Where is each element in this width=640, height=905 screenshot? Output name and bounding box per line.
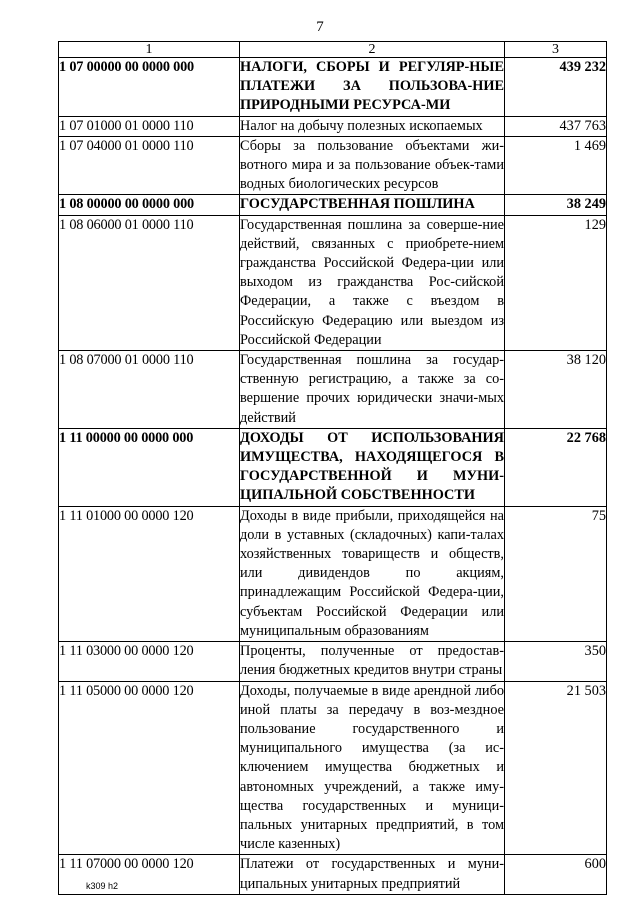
amount-cell: 439 232 — [505, 58, 607, 117]
table-row — [59, 506, 607, 641]
revenue-code-cell: 1 11 01000 00 0000 120 — [59, 506, 240, 641]
amount-cell: 1 469 — [505, 136, 607, 195]
amount-cell: 22 768 — [505, 428, 607, 506]
page-number: 7 — [316, 19, 324, 35]
revenue-name-cell: Налог на добычу полезных ископаемых — [240, 116, 505, 136]
revenue-name-cell: Доходы в виде прибыли, приходящейся на доли в уставных (складочных) капи-талах хозяйственных товариществ и обществ, или дивидендов по акциям, принадлежащим Российской Федера-ции, субъектам Российской Федерации или муниципальным образованиям — [240, 506, 505, 641]
amount-cell: 350 — [505, 642, 607, 681]
revenue-code-cell: 1 11 07000 00 0000 120 — [59, 855, 240, 894]
table-row — [59, 116, 607, 136]
amount-cell: 129 — [505, 215, 607, 350]
table-section-row — [59, 195, 607, 215]
column-header-amount: 3 — [505, 42, 607, 58]
revenue-code-cell: 1 08 00000 00 0000 000 — [59, 195, 240, 215]
revenue-name-cell: НАЛОГИ, СБОРЫ И РЕГУЛЯР-НЫЕ ПЛАТЕЖИ ЗА ПОЛЬЗОВА-НИЕ ПРИРОДНЫМИ РЕСУРСА-МИ — [240, 58, 505, 117]
amount-cell: 38 120 — [505, 351, 607, 429]
revenue-code-cell: 1 11 03000 00 0000 120 — [59, 642, 240, 681]
table-row — [59, 681, 607, 855]
revenue-code-cell: 1 07 00000 00 0000 000 — [59, 58, 240, 117]
revenue-code-cell: 1 07 01000 01 0000 110 — [59, 116, 240, 136]
amount-cell: 38 249 — [505, 195, 607, 215]
table-section-row — [59, 58, 607, 117]
column-header-code: 1 — [59, 42, 240, 58]
column-header-name: 2 — [240, 42, 505, 58]
revenue-name-cell: Государственная пошлина за соверше-ние действий, связанных с приобрете-нием гражданства Российской Федера-ции или выходом из гражданства Рос-сийской Федерации, а также с въездом в Российскую Федерацию или выездом из Российской Федерации — [240, 215, 505, 350]
revenue-name-cell: Доходы, получаемые в виде арендной либо иной платы за передачу в воз-мездное пользование государственного и муниципального имущества (за ис-ключением имущества бюджетных и автономных учреждений, а также иму-щества государственных и муници-пальных унитарных предприятий, в том числе казенных) — [240, 681, 505, 855]
table-section-row — [59, 428, 607, 506]
table-row — [59, 642, 607, 681]
revenue-name-cell: ГОСУДАРСТВЕННАЯ ПОШЛИНА — [240, 195, 505, 215]
budget-revenue-table — [58, 41, 607, 895]
footer-document-code: k309 h2 — [86, 881, 119, 891]
table-row — [59, 215, 607, 350]
revenue-name-cell: Государственная пошлина за государ-ственную регистрацию, а также за со-вершение прочих юридически значи-мых действий — [240, 351, 505, 429]
table-row — [59, 351, 607, 429]
table-body — [59, 58, 607, 895]
table-header-row — [59, 42, 607, 58]
revenue-name-cell: Сборы за пользование объектами жи-вотного мира и за пользование объек-тами водных биологических ресурсов — [240, 136, 505, 195]
amount-cell: 75 — [505, 506, 607, 641]
revenue-name-cell: ДОХОДЫ ОТ ИСПОЛЬЗОВАНИЯ ИМУЩЕСТВА, НАХОДЯЩЕГОСЯ В ГОСУДАРСТВЕННОЙ И МУНИ-ЦИПАЛЬНОЙ СОБСТВЕННОСТИ — [240, 428, 505, 506]
revenue-code-cell: 1 11 05000 00 0000 120 — [59, 681, 240, 855]
amount-cell: 600 — [505, 855, 607, 894]
revenue-name-cell: Платежи от государственных и муни-ципальных унитарных предприятий — [240, 855, 505, 894]
table-row — [59, 855, 607, 894]
revenue-code-cell: 1 08 06000 01 0000 110 — [59, 215, 240, 350]
amount-cell: 21 503 — [505, 681, 607, 855]
revenue-code-cell: 1 07 04000 01 0000 110 — [59, 136, 240, 195]
revenue-code-cell: 1 08 07000 01 0000 110 — [59, 351, 240, 429]
revenue-code-cell: 1 11 00000 00 0000 000 — [59, 428, 240, 506]
amount-cell: 437 763 — [505, 116, 607, 136]
revenue-name-cell: Проценты, полученные от предостав-ления бюджетных кредитов внутри страны — [240, 642, 505, 681]
table-row — [59, 136, 607, 195]
